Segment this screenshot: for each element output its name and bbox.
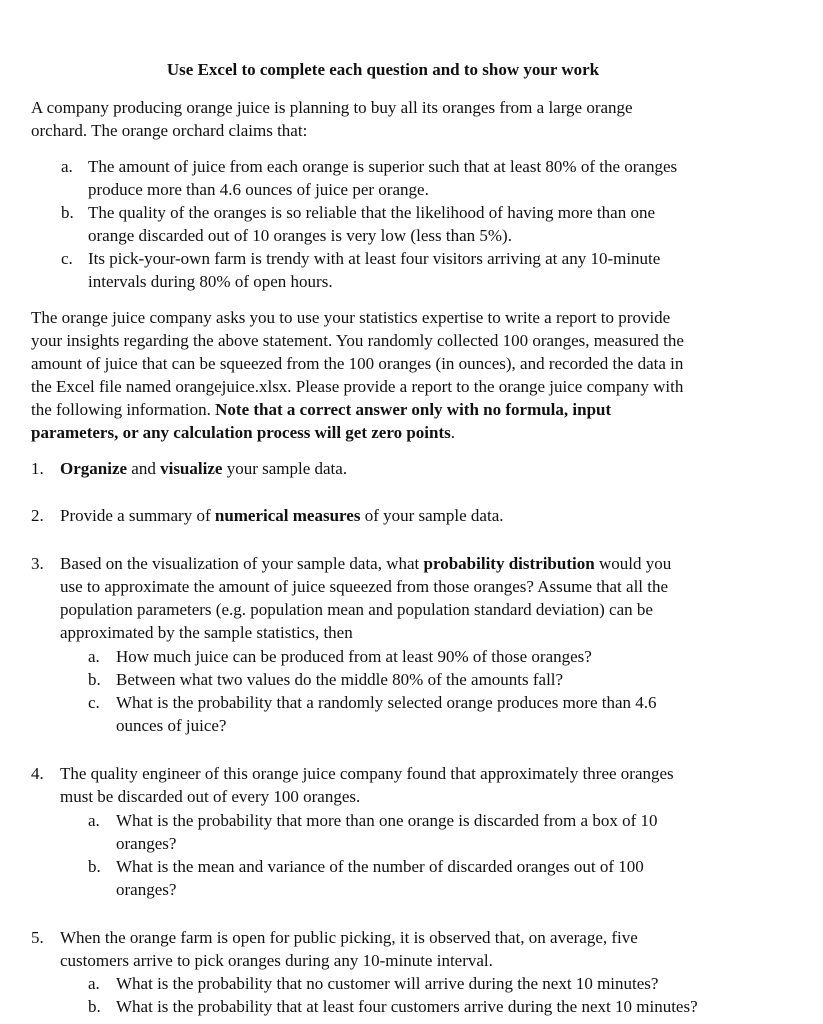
subquestion-label: b. — [88, 670, 101, 689]
question-text: use to approximate the amount of juice squeezed from those oranges? Assume that all the — [60, 577, 669, 596]
subquestion-label: a. — [88, 974, 100, 993]
subquestion-text: What is the mean and variance of the number of discarded oranges out of 100 — [116, 857, 644, 876]
subquestion-label: a. — [88, 647, 100, 666]
question-text — [60, 504, 504, 527]
task-text: the following information. — [31, 400, 216, 419]
question-text-part: would you — [594, 554, 672, 573]
subquestion-text: Between what two values do the middle 80% of the amounts fall? — [116, 670, 564, 689]
question-text: When the orange farm is open for public picking, it is observed that, on average, five — [60, 928, 638, 947]
question-text-part: your sample data. — [222, 459, 348, 478]
subquestion-label: b. — [88, 857, 101, 876]
question-number: 2. — [31, 506, 44, 525]
subquestion-label: a. — [88, 811, 100, 830]
subquestion-label: c. — [88, 693, 100, 712]
subquestion-text: ounces of juice? — [116, 716, 227, 735]
claim-text: Its pick-your-own farm is trendy with at least four visitors arriving at any 10-minute — [88, 249, 661, 268]
question-keyword: visualize — [160, 459, 223, 478]
question-number: 5. — [31, 928, 44, 947]
question-number: 3. — [31, 554, 44, 573]
claim-label: c. — [61, 249, 73, 268]
subquestion-text: What is the probability that a randomly selected orange produces more than 4.6 — [116, 693, 657, 712]
subquestion-label: b. — [88, 997, 101, 1016]
question-text — [60, 552, 671, 575]
question-keyword: probability distribution — [423, 554, 595, 573]
intro-line: orchard. The orange orchard claims that: — [31, 121, 308, 140]
question-text-part: and — [127, 459, 161, 478]
task-warning-text: parameters, or any calculation process will get zero points — [31, 423, 451, 442]
subquestion-text: How much juice can be produced from at least 90% of those oranges? — [116, 647, 592, 666]
question-keyword: Organize — [60, 459, 128, 478]
subquestion-text: oranges? — [116, 834, 177, 853]
claim-label: a. — [61, 157, 73, 176]
task-line: the Excel file named orangejuice.xlsx. Please provide a report to the orange juice company with — [31, 377, 684, 396]
question-text-part: Based on the visualization of your sample data, what — [60, 554, 424, 573]
subquestion-text: oranges? — [116, 880, 177, 899]
claim-text: intervals during 80% of open hours. — [88, 272, 333, 291]
question-keyword: numerical measures — [214, 506, 361, 525]
claim-text: orange discarded out of 10 oranges is very low (less than 5%). — [88, 226, 512, 245]
task-line — [31, 398, 611, 421]
task-text: . — [450, 423, 456, 442]
question-number: 4. — [31, 764, 44, 783]
task-line — [31, 421, 455, 444]
task-warning-text: Note that a correct answer only with no formula, input — [215, 400, 612, 419]
task-line: The orange juice company asks you to use your statistics expertise to write a report to provide — [31, 308, 671, 327]
question-text: must be discarded out of every 100 oranges. — [60, 787, 361, 806]
task-line: amount of juice that can be squeezed from the 100 oranges (in ounces), and recorded the data in — [31, 354, 684, 373]
question-number: 1. — [31, 459, 44, 478]
subquestion-text: What is the probability that more than one orange is discarded from a box of 10 — [116, 811, 658, 830]
question-text: The quality engineer of this orange juice company found that approximately three oranges — [60, 764, 674, 783]
question-text-part: of your sample data. — [360, 506, 504, 525]
claim-label: b. — [61, 203, 74, 222]
question-text-part: Provide a summary of — [60, 506, 215, 525]
question-text: population parameters (e.g. population mean and population standard deviation) can be — [60, 600, 653, 619]
claim-text: The amount of juice from each orange is superior such that at least 80% of the oranges — [88, 157, 678, 176]
page-title: Use Excel to complete each question and to show your work — [166, 60, 600, 79]
question-text: customers arrive to pick oranges during any 10-minute interval. — [60, 951, 493, 970]
question-text — [60, 457, 347, 480]
claim-text: produce more than 4.6 ounces of juice per orange. — [88, 180, 429, 199]
intro-line: A company producing orange juice is planning to buy all its oranges from a large orange — [31, 98, 633, 117]
task-line: your insights regarding the above statement. You randomly collected 100 oranges, measured the — [31, 331, 684, 350]
subquestion-text: What is the probability that no customer will arrive during the next 10 minutes? — [116, 974, 659, 993]
subquestion-text: What is the probability that at least four customers arrive during the next 10 minutes? — [116, 997, 698, 1016]
question-text: approximated by the sample statistics, then — [60, 623, 353, 642]
claim-text: The quality of the oranges is so reliable that the likelihood of having more than one — [88, 203, 655, 222]
